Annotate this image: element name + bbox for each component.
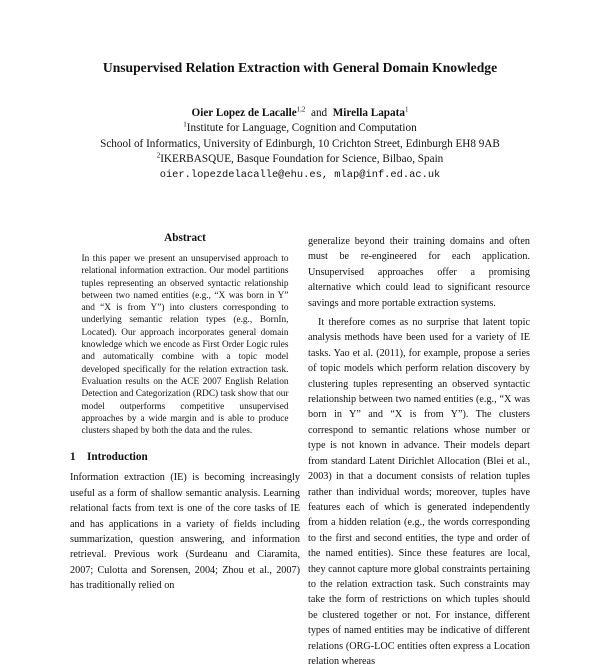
section-1-title: Introduction <box>87 451 148 464</box>
affiliation-1b: School of Informatics, University of Edinburgh, 10 Crichton Street, Edinburgh EH8 9AB <box>100 137 500 150</box>
author-2-affil-sup: 1 <box>404 105 409 114</box>
affiliation-2 <box>0 152 600 167</box>
author-and: and <box>311 107 328 119</box>
left-column <box>70 232 300 594</box>
author-1-affil-sup: 1,2 <box>296 105 306 114</box>
affiliation-1 <box>0 121 600 136</box>
paper-title: Unsupervised Relation Extraction with General Domain Knowledge <box>102 60 498 75</box>
author-block <box>0 106 600 183</box>
abstract-heading: Abstract <box>164 232 206 244</box>
affiliation-1-text: Institute for Language, Cognition and Computation <box>186 122 417 135</box>
author-2-name: Mirella Lapata <box>332 107 405 119</box>
section-1-heading <box>70 451 300 463</box>
author-line <box>0 106 600 121</box>
abstract-text: In this paper we present an unsupervised approach to relational information extraction. Our model partitions tuples representing an observed syntactic relationship between two named entities (e.g., “X was born in Y” and “X is from Y”) into clusters corresponding to underlying semantic relation types (e.g., BornIn, Located). Our approach incorporates general domain knowledge which we encode as First Order Logic rules and automatically combine with a topic model developed specifically for the relation extraction task. Evaluation results on the ACE 2007 English Relation Detection and Categorization (RDC) task show that our model outperforms competitive unsupervised approaches by a wide margin and is able to produce clusters shaped by both the data and the rules. <box>81 254 289 437</box>
right-column <box>308 234 530 669</box>
author-1-name: Oier Lopez de Lacalle <box>191 107 297 119</box>
author-emails: oier.lopezdelacalle@ehu.es, mlap@inf.ed.ac.uk <box>159 168 441 181</box>
right-paragraph-1: generalize beyond their training domains and often must be re-engineered for each application. Unsupervised approaches offer a promising alternative which could lead to significant resource savings and more portable extraction systems. <box>308 236 530 309</box>
section-1-number: 1 <box>70 451 76 464</box>
affiliation-2-sup: 2 <box>156 151 161 160</box>
affiliation-1-sup: 1 <box>183 120 187 129</box>
right-paragraph-2: It therefore comes as no surprise that latent topic analysis methods have been used for a variety of IE tasks. Yao et al. (2011), for example, propose a series of topic models which perform relation discovery by clustering tuples representing an observed syntactic relationship between two named entities (e.g., “X was born in Y” and “X is from Y”). The clusters correspond to semantic relations whose number or type is not known in advance. Their models depart from standard Latent Dirichlet Allocation (Blei et al., 2003) in that a document consists of relation tuples rather than individual words; moreover, tuples have features each of which is generated independently from a hidden relation (e.g., the words corresponding to the first and second entities, the type and order of the named entities). Since these features are local, they cannot capture more global constraints pertaining to the relation extraction task. Such constraints may take the form of restrictions on which tuples should be clustered together or not. For instance, different types of named entities may be indicative of different relations (ORG-LOC entities often express a Location relation whereas <box>308 317 530 667</box>
introduction-paragraph: Information extraction (IE) is becoming increasingly useful as a form of shallow semantic analysis. Learning relational facts from text is one of the core tasks of IE and has applications in a variety of fields including summarization, question answering, and information retrieval. Previous work (Surdeanu and Ciaramita, 2007; Culotta and Sorensen, 2004; Zhou et al., 2007) has traditionally relied on <box>70 472 300 592</box>
affiliation-2-text: IKERBASQUE, Basque Foundation for Science, Bilbao, Spain <box>160 153 444 166</box>
